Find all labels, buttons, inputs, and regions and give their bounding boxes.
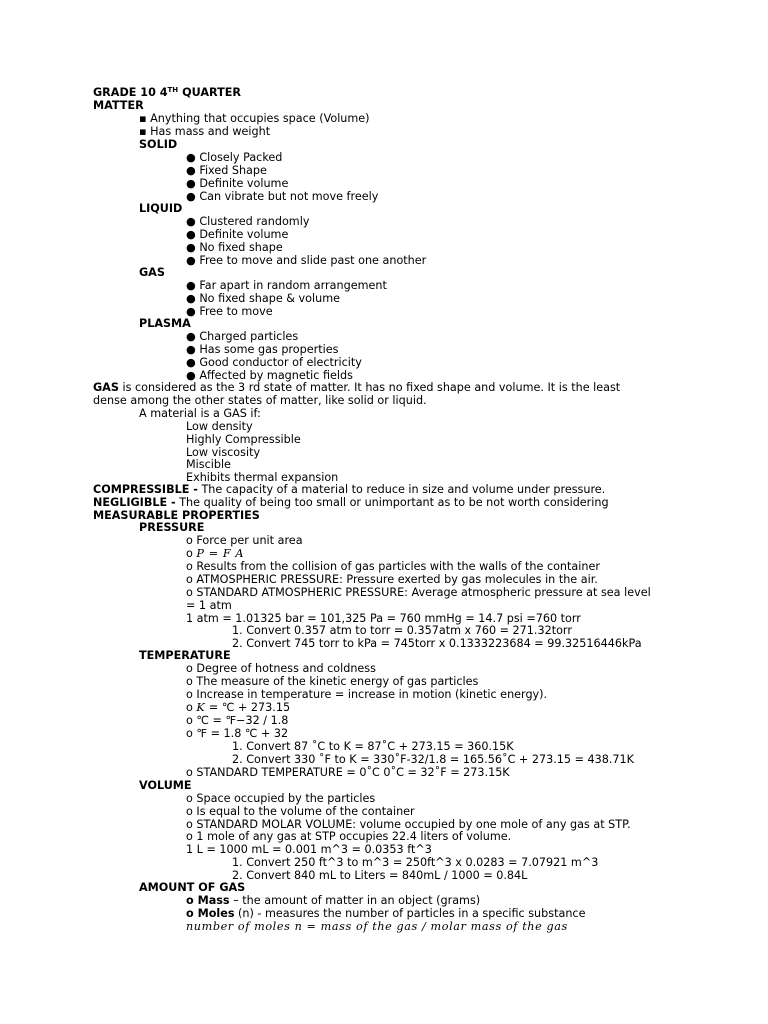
list-item: ● Free to move — [186, 305, 273, 318]
list-item: ● Can vibrate but not move freely — [186, 190, 379, 203]
list-item: ● No fixed shape & volume — [186, 292, 340, 305]
page-title: GRADE 10 4TH QUARTER — [93, 86, 241, 99]
list-item: 2. Convert 745 torr to kPa = 745torr x 0.1333223684 = 99.32516446kPa — [232, 637, 642, 650]
pressure-formula: P = F A — [196, 547, 245, 560]
moles-formula: number of moles n = mass of the gas / molar mass of the gas — [186, 920, 568, 933]
gas-definition: GAS is considered as the 3 rd state of matter. It has no fixed shape and volume. It is the least — [93, 381, 621, 394]
list-item: o Force per unit area — [186, 534, 303, 547]
kelvin-formula-line: o K = ℃ + 273.15 — [186, 701, 291, 714]
list-item: ● Definite volume — [186, 177, 289, 190]
list-item: ● Fixed Shape — [186, 164, 267, 177]
list-item: ▪ Anything that occupies space (Volume) — [139, 112, 370, 125]
list-item: 1 L = 1000 mL = 0.001 m^3 = 0.0353 ft^3 — [186, 843, 432, 856]
list-item: Low density — [186, 420, 253, 433]
list-item: o The measure of the kinetic energy of gas particles — [186, 675, 479, 688]
list-item: ● Definite volume — [186, 228, 289, 241]
definition-compressible: COMPRESSIBLE - The capacity of a material to reduce in size and volume under pressure. — [93, 483, 606, 496]
list-item: o ATMOSPHERIC PRESSURE: Pressure exerted by gas molecules in the air. — [186, 573, 598, 586]
list-item: Highly Compressible — [186, 433, 301, 446]
list-item: ● Good conductor of electricity — [186, 356, 362, 369]
list-item: 1. Convert 87 ˚C to K = 87˚C + 273.15 = 360.15K — [232, 740, 514, 753]
list-item: 1 atm = 1.01325 bar = 101,325 Pa = 760 mmHg = 14.7 psi =760 torr — [186, 612, 581, 625]
definition-moles: o Moles (n) - measures the number of particles in a specific substance — [186, 907, 586, 920]
list-item: o ℉ = 1.8 ℃ + 32 — [186, 727, 289, 740]
list-item: ● Affected by magnetic fields — [186, 369, 353, 382]
pressure-formula-line: o P = F A — [186, 547, 245, 560]
list-item: Exhibits thermal expansion — [186, 471, 339, 484]
list-item: ● Charged particles — [186, 330, 299, 343]
list-item: o 1 mole of any gas at STP occupies 22.4 liters of volume. — [186, 830, 512, 843]
list-item: 2. Convert 330 ˚F to K = 330˚F-32/1.8 = 165.56˚C + 273.15 = 438.71K — [232, 753, 634, 766]
list-item: ▪ Has mass and weight — [139, 125, 271, 138]
subheading-solid: SOLID — [139, 138, 178, 151]
list-item: o Degree of hotness and coldness — [186, 662, 376, 675]
subheading-volume: VOLUME — [139, 779, 192, 792]
list-item: 2. Convert 840 mL to Liters = 840mL / 1000 = 0.84L — [232, 869, 528, 882]
subheading-liquid: LIQUID — [139, 202, 183, 215]
section-heading-matter: MATTER — [93, 99, 144, 112]
gas-definition-cont: dense among the other states of matter, like solid or liquid. — [93, 394, 427, 407]
list-item: o Increase in temperature = increase in motion (kinetic energy). — [186, 688, 548, 701]
gas-criteria-intro: A material is a GAS if: — [139, 407, 261, 420]
list-item: o ℃ = ℉−32 / 1.8 — [186, 714, 289, 727]
subheading-plasma: PLASMA — [139, 317, 191, 330]
definition-negligible: NEGLIGIBLE - The quality of being too small or unimportant as to be not worth considering — [93, 496, 609, 509]
list-item: ● Clustered randomly — [186, 215, 310, 228]
subheading-amount-of-gas: AMOUNT OF GAS — [139, 881, 246, 894]
list-item: Miscible — [186, 458, 231, 471]
list-item: = 1 atm — [186, 599, 232, 612]
list-item: 1. Convert 0.357 atm to torr = 0.357atm x 760 = 271.32torr — [232, 624, 572, 637]
list-item: ● Has some gas properties — [186, 343, 339, 356]
list-item: ● Closely Packed — [186, 151, 283, 164]
list-item: o STANDARD ATMOSPHERIC PRESSURE: Average atmospheric pressure at sea level — [186, 586, 651, 599]
list-item: o Is equal to the volume of the container — [186, 805, 415, 818]
list-item: ● Free to move and slide past one another — [186, 254, 427, 267]
list-item: o STANDARD TEMPERATURE = 0˚C 0˚C = 32˚F = 273.15K — [186, 766, 510, 779]
list-item: o STANDARD MOLAR VOLUME: volume occupied by one mole of any gas at STP. — [186, 818, 631, 831]
subheading-gas: GAS — [139, 266, 165, 279]
section-heading-measurable: MEASURABLE PROPERTIES — [93, 509, 260, 522]
definition-mass: o Mass – the amount of matter in an object (grams) — [186, 894, 481, 907]
list-item: Low viscosity — [186, 446, 261, 459]
list-item: ● Far apart in random arrangement — [186, 279, 387, 292]
list-item: o Results from the collision of gas particles with the walls of the container — [186, 560, 600, 573]
list-item: o Space occupied by the particles — [186, 792, 376, 805]
list-item: ● No fixed shape — [186, 241, 283, 254]
list-item: 1. Convert 250 ft^3 to m^3 = 250ft^3 x 0.0283 = 7.07921 m^3 — [232, 856, 599, 869]
subheading-pressure: PRESSURE — [139, 521, 205, 534]
subheading-temperature: TEMPERATURE — [139, 649, 231, 662]
